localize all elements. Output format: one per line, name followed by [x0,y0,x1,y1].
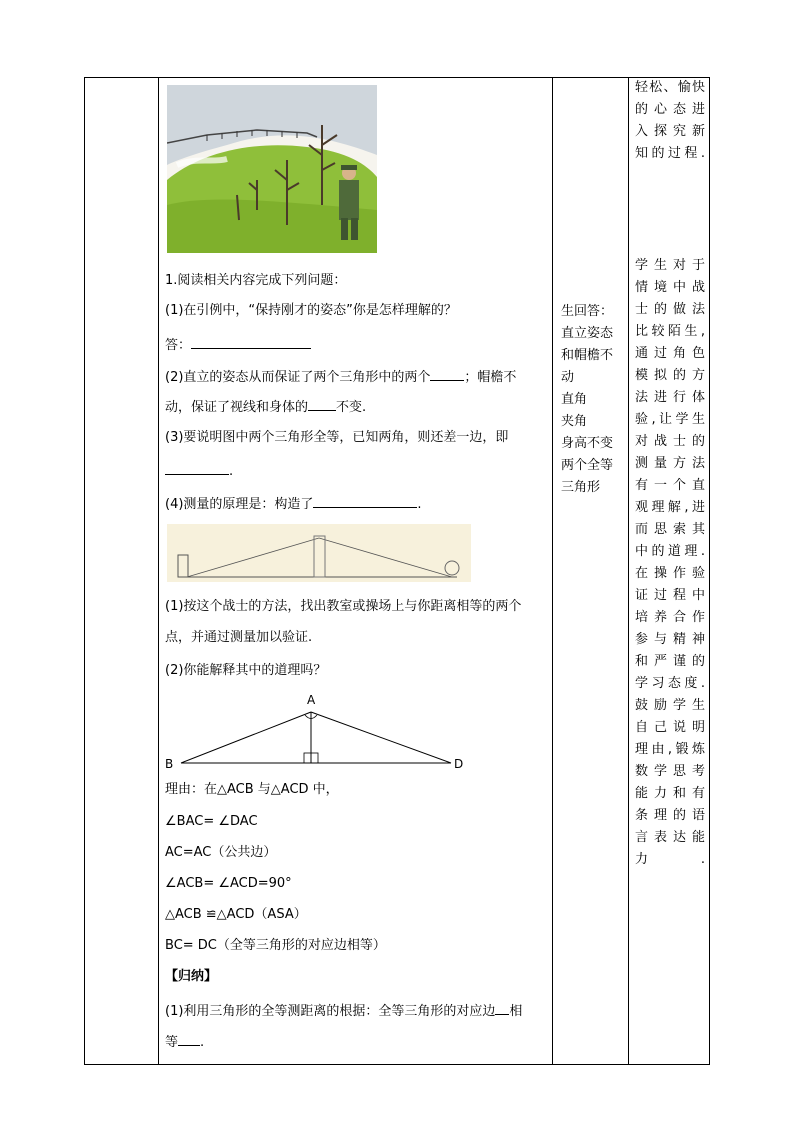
intent-line: 入探究新 [635,124,705,139]
question-2-2: (2)你能解释其中的道理吗？ [165,663,327,678]
question-text: (2)直立的姿态从而保证了两个三角形中的两个 [165,370,431,385]
proof-line: BC= DC（全等三角形的对应边相等） [165,938,386,953]
question-1-4 [165,494,422,513]
intent-line: 理由,锻炼 [635,742,705,757]
sight-line-illustration [167,524,471,582]
summary-text: . [200,1035,205,1050]
question-text: . [229,464,234,479]
intent-line: 士的做法 [635,302,705,317]
soldier-hill-illustration [167,85,377,253]
summary-text: (1)利用三角形的全等测距离的根据：全等三角形的对应边 [165,1004,496,1019]
student-line: 三角形 [561,480,601,495]
question-2-1b: 点，并通过测量加以验证. [165,630,313,645]
intent-line: 证过程中 [635,588,705,603]
lesson-table [84,77,710,1065]
proof-line: AC=AC（公共边） [165,845,277,860]
answer-label: 答： [165,338,192,353]
intent-line: 和严谨的 [635,654,705,669]
fill-blank[interactable] [165,461,229,475]
intent-line: 中的道理. [635,544,705,559]
answer-line [165,335,311,354]
summary-line [165,1032,204,1051]
question-1-2a [165,367,516,386]
summary-line [165,1001,522,1020]
student-line: 直立姿态 [561,326,614,341]
intent-line: 能力和有 [635,786,705,801]
vertex-d-label: D [454,757,464,771]
fill-blank[interactable] [308,397,336,411]
question-2-1a: (1)按这个战士的方法，找出教室或操场上与你距离相等的两个 [165,599,522,614]
proof-line: △ACB ≌△ACD（ASA） [165,907,307,922]
intent-line: 言表达能 [635,830,705,845]
fill-blank[interactable] [313,494,417,508]
design-intent-cell [629,78,711,1064]
question-1-2b [165,397,366,416]
intent-line: 而思索其 [635,522,705,537]
answer-blank[interactable] [191,335,311,349]
intent-line: 数学思考 [635,764,705,779]
fill-blank[interactable] [430,367,464,381]
proof-line: ∠BAC= ∠DAC [165,814,258,829]
intent-line: 观理解,进 [635,500,705,515]
intent-line: 条理的语 [635,808,705,823]
summary-text: 相 [509,1004,523,1019]
intent-line: 鼓励学生 [635,698,705,713]
question-1-3: (3)要说明图中两个三角形全等，已知两角，则还差一边，即 [165,430,509,445]
student-line: 动 [561,370,575,385]
intent-line: 验,让学生 [635,412,705,427]
question-text: ；帽檐不 [464,370,517,385]
intent-line: 知的过程. [635,146,705,161]
intent-line: 测量方法 [635,456,705,471]
summary-text: 等 [165,1035,179,1050]
intent-line: 力. [635,852,705,867]
intent-line: 有一个直 [635,478,705,493]
intent-line: 参与精神 [635,632,705,647]
summary-title: 【归纳】 [165,969,218,984]
intent-line: 通过角色 [635,346,705,361]
intent-line: 轻松、愉快 [635,80,705,95]
question-1-3-blank [165,461,233,480]
student-response-cell [553,78,629,1064]
vertex-b-label: B [165,757,174,771]
question-text: 动，保证了视线和身体的 [165,400,309,415]
student-line: 直角 [561,392,588,407]
proof-line: 理由：在△ACB 与△ACD 中， [165,782,339,797]
intent-line: 法进行体 [635,390,705,405]
intent-line: 自己说明 [635,720,705,735]
intent-line: 比较陌生, [635,324,705,339]
student-line: 和帽檐不 [561,348,614,363]
student-line: 夹角 [561,414,588,429]
triangle-diagram [159,692,469,772]
question-text: . [417,497,422,512]
question-text: (4)测量的原理是：构造了 [165,497,314,512]
intent-line: 学习态度. [635,676,705,691]
intent-line: 情境中战 [635,280,705,295]
activity-cell [159,78,553,1064]
intent-line: 培养合作 [635,610,705,625]
student-line: 两个全等 [561,458,614,473]
intent-line: 学生对于 [635,258,705,273]
question-1-1: (1)在引例中，“保持刚才的姿态”你是怎样理解的？ [165,303,457,318]
fill-blank[interactable] [495,1001,509,1015]
intent-line: 对战士的 [635,434,705,449]
vertex-a-label: A [307,693,316,707]
intent-line: 的心态进 [635,102,705,117]
student-line: 生回答： [561,304,614,319]
fill-blank[interactable] [178,1032,200,1046]
intent-line: 在操作验 [635,566,705,581]
question-heading: 1.阅读相关内容完成下列问题： [165,273,347,288]
question-text: 不变. [336,400,367,415]
proof-line: ∠ACB= ∠ACD=90° [165,876,292,891]
student-line: 身高不变 [561,436,614,451]
intent-line: 模拟的方 [635,368,705,383]
